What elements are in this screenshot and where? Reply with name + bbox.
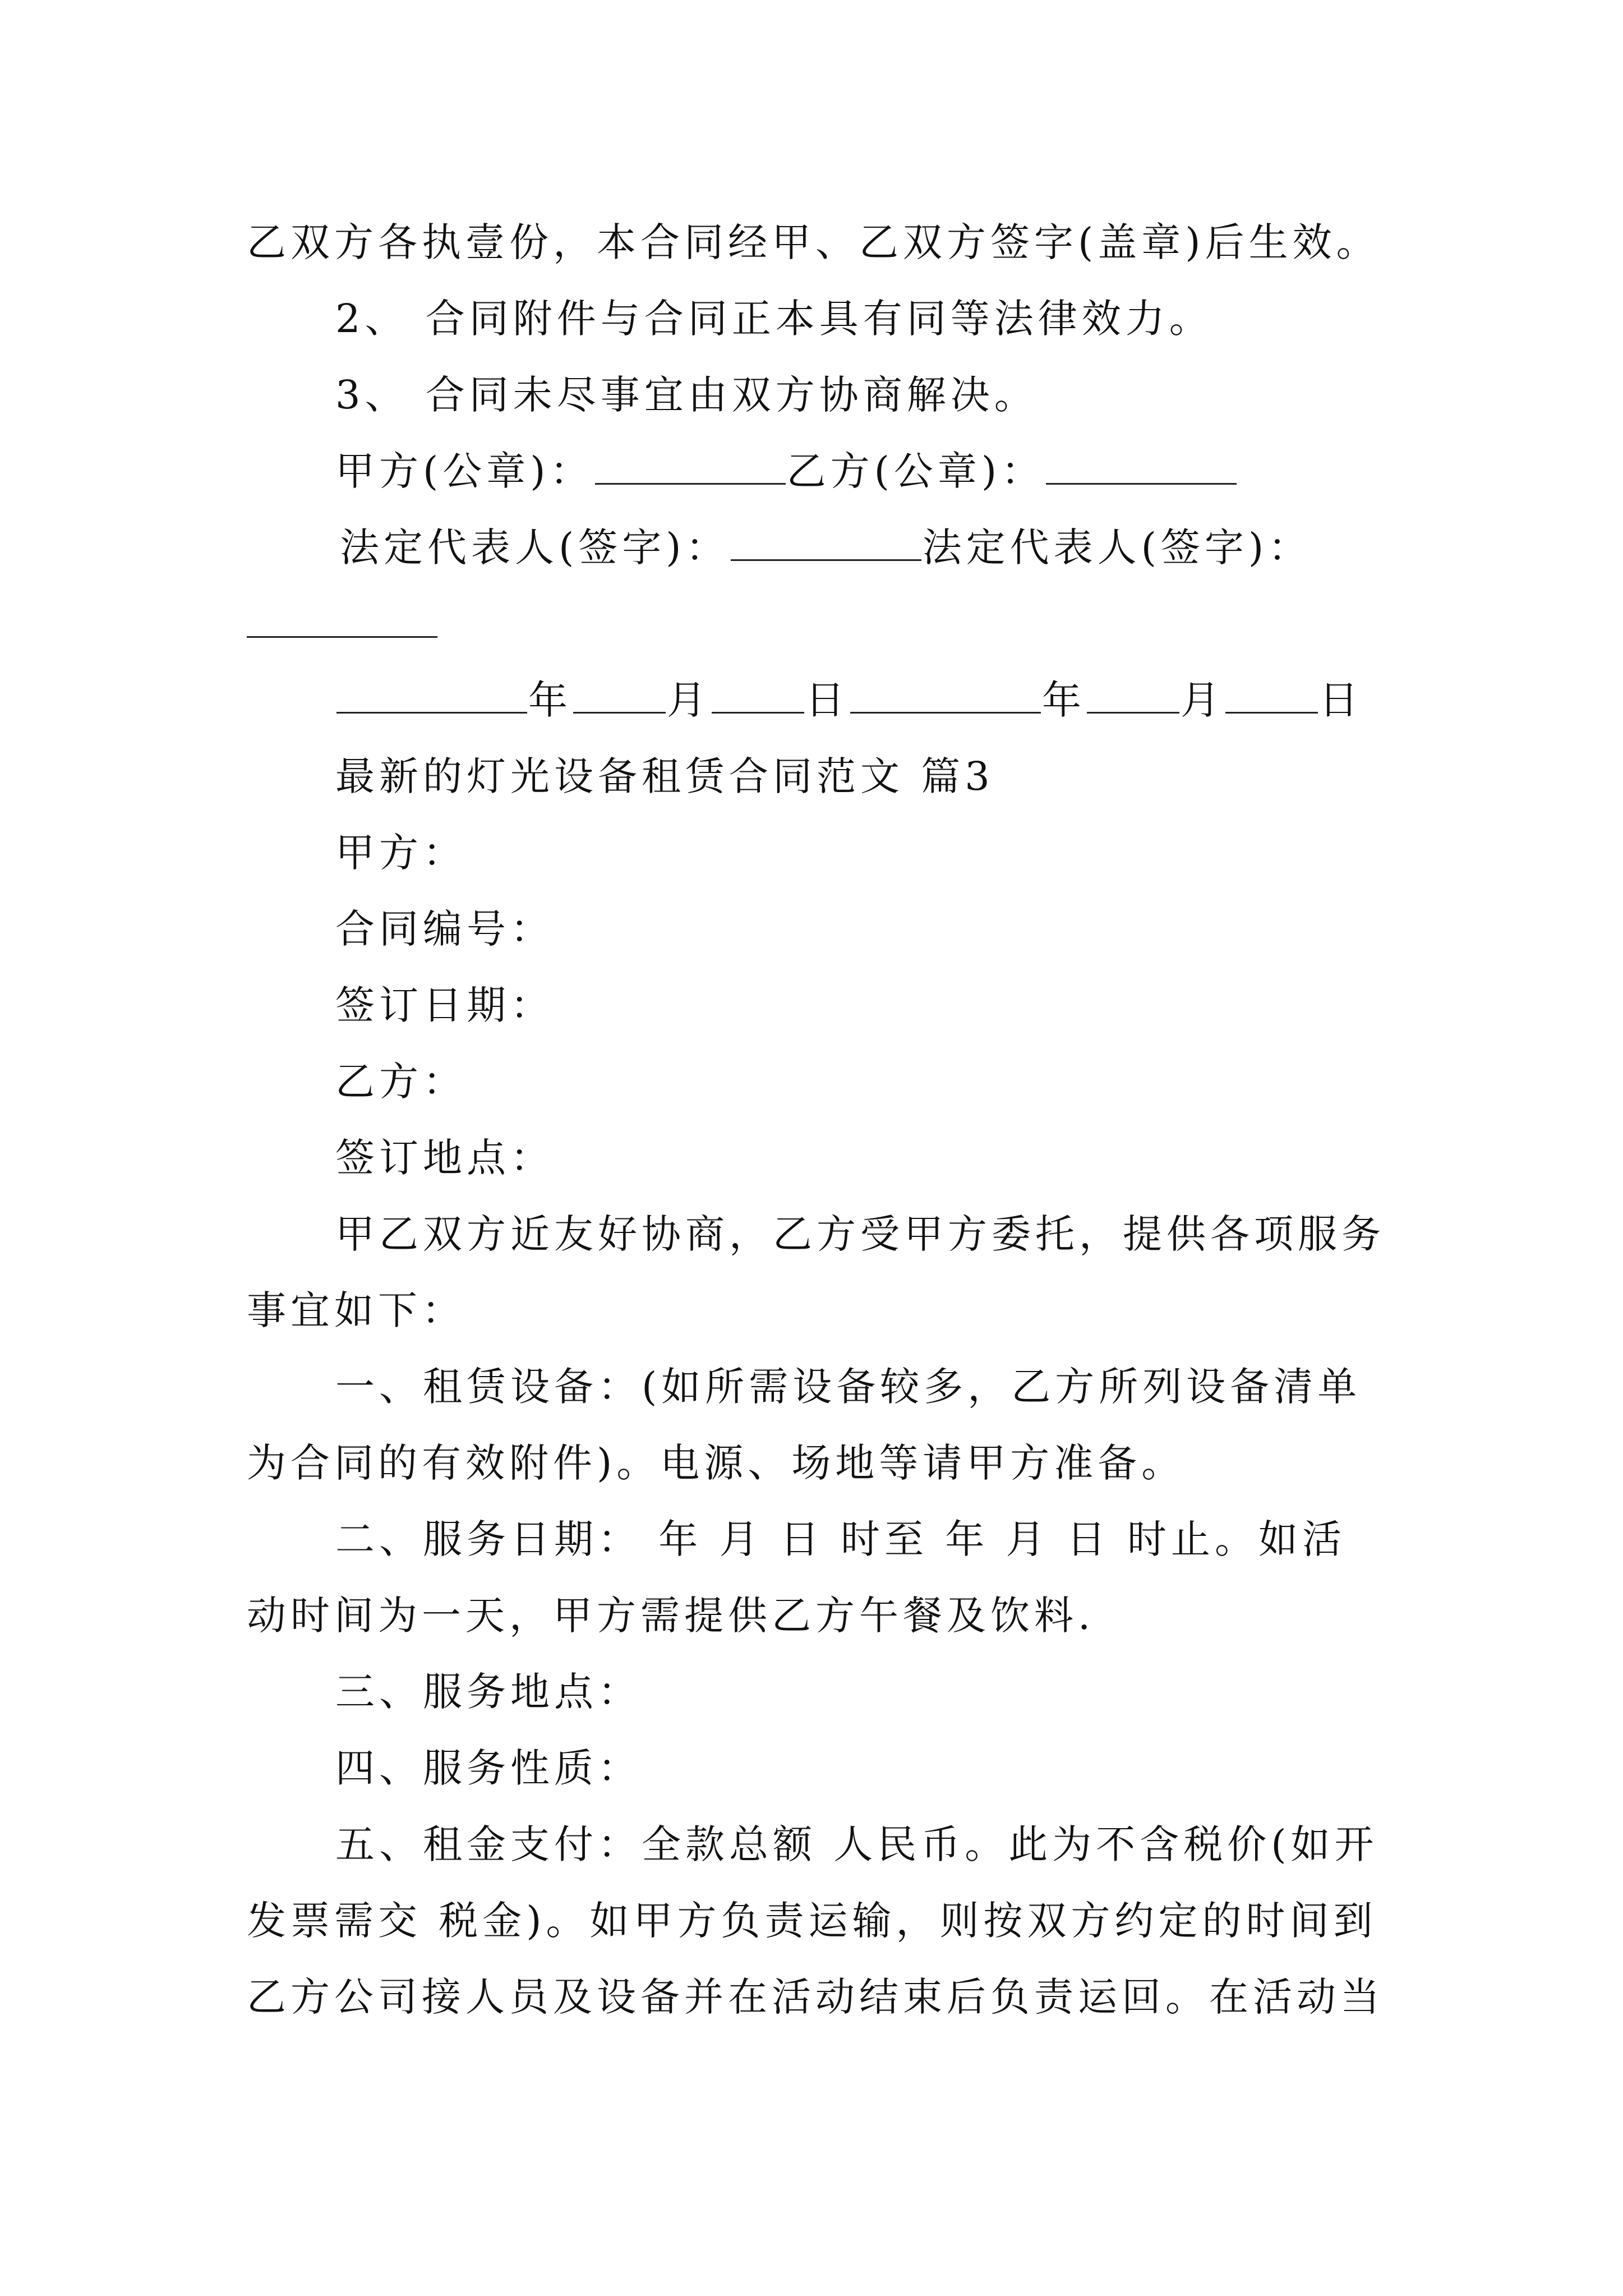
clause-item-3: 3、 合同未尽事宜由双方协商解决。: [335, 372, 1038, 418]
year-b-blank: [850, 677, 1041, 714]
clause-continuation: 乙双方各执壹份，本合同经甲、乙双方签字(盖章)后生效。: [247, 219, 1380, 265]
year-a-label: 年: [528, 677, 572, 723]
clause-item-2: 2、 合同附件与合同正本具有同等法律效力。: [335, 296, 1213, 342]
year-a-blank: [336, 677, 527, 714]
clause-1-line2: 为合同的有效附件)。电源、场地等请甲方准备。: [247, 1440, 1186, 1486]
intro-paragraph-line2: 事宜如下：: [247, 1287, 465, 1333]
clause-4: 四、服务性质：: [335, 1745, 642, 1791]
month-b-label: 月: [1181, 677, 1224, 723]
representative-line: [340, 519, 1312, 576]
party-a-seal-label: 甲方(公章)：: [335, 448, 594, 494]
clause-5-line2: 发票需交 税金)。如甲方负责运输，则按双方约定的时间到: [247, 1898, 1377, 1944]
clause-3: 三、服务地点：: [335, 1669, 642, 1715]
contract-number-label: 合同编号：: [335, 906, 554, 952]
section-title: 最新的灯光设备租赁合同范文 篇3: [335, 753, 994, 799]
day-b-blank: [1225, 677, 1318, 714]
date-line: [335, 672, 1363, 728]
sign-place-label: 签订地点：: [335, 1135, 554, 1181]
clause-5-line1: 五、租金支付：全款总额 人民币。此为不含税价(如开: [335, 1821, 1378, 1867]
clause-1-line1: 一、租赁设备：(如所需设备较多，乙方所列设备清单: [335, 1364, 1362, 1410]
month-a-blank: [573, 677, 666, 714]
party-b-seal-label: 乙方(公章)：: [786, 448, 1045, 494]
party-a-label: 甲方：: [335, 830, 467, 876]
rep-b-blank: [247, 636, 437, 638]
clause-5-line3: 乙方公司接人员及设备并在活动结束后负责运回。在活动当: [247, 1974, 1384, 2020]
sign-date-label: 签订日期：: [335, 982, 554, 1028]
intro-paragraph-line1: 甲乙双方近友好协商，乙方受甲方委托，提供各项服务: [335, 1211, 1385, 1257]
month-b-blank: [1087, 677, 1179, 714]
rep-a-label: 法定代表人(签字)：: [340, 524, 730, 570]
rep-b-label: 法定代表人(签字)：: [922, 524, 1312, 570]
clause-2-line1: 二、服务日期： 年 月 日 时至 年 月 日 时止。如活: [335, 1516, 1347, 1562]
month-a-label: 月: [667, 677, 711, 723]
seal-line: [335, 443, 1238, 499]
clause-2-line2: 动时间为一天，甲方需提供乙方午餐及饮料.: [247, 1593, 1095, 1639]
party-a-seal-blank: [595, 448, 786, 485]
party-b-label: 乙方：: [335, 1059, 467, 1105]
day-a-blank: [712, 677, 804, 714]
party-b-seal-blank: [1046, 448, 1237, 485]
rep-a-blank: [731, 524, 921, 561]
year-b-label: 年: [1042, 677, 1086, 723]
day-a-label: 日: [805, 677, 849, 723]
day-b-label: 日: [1319, 677, 1363, 723]
